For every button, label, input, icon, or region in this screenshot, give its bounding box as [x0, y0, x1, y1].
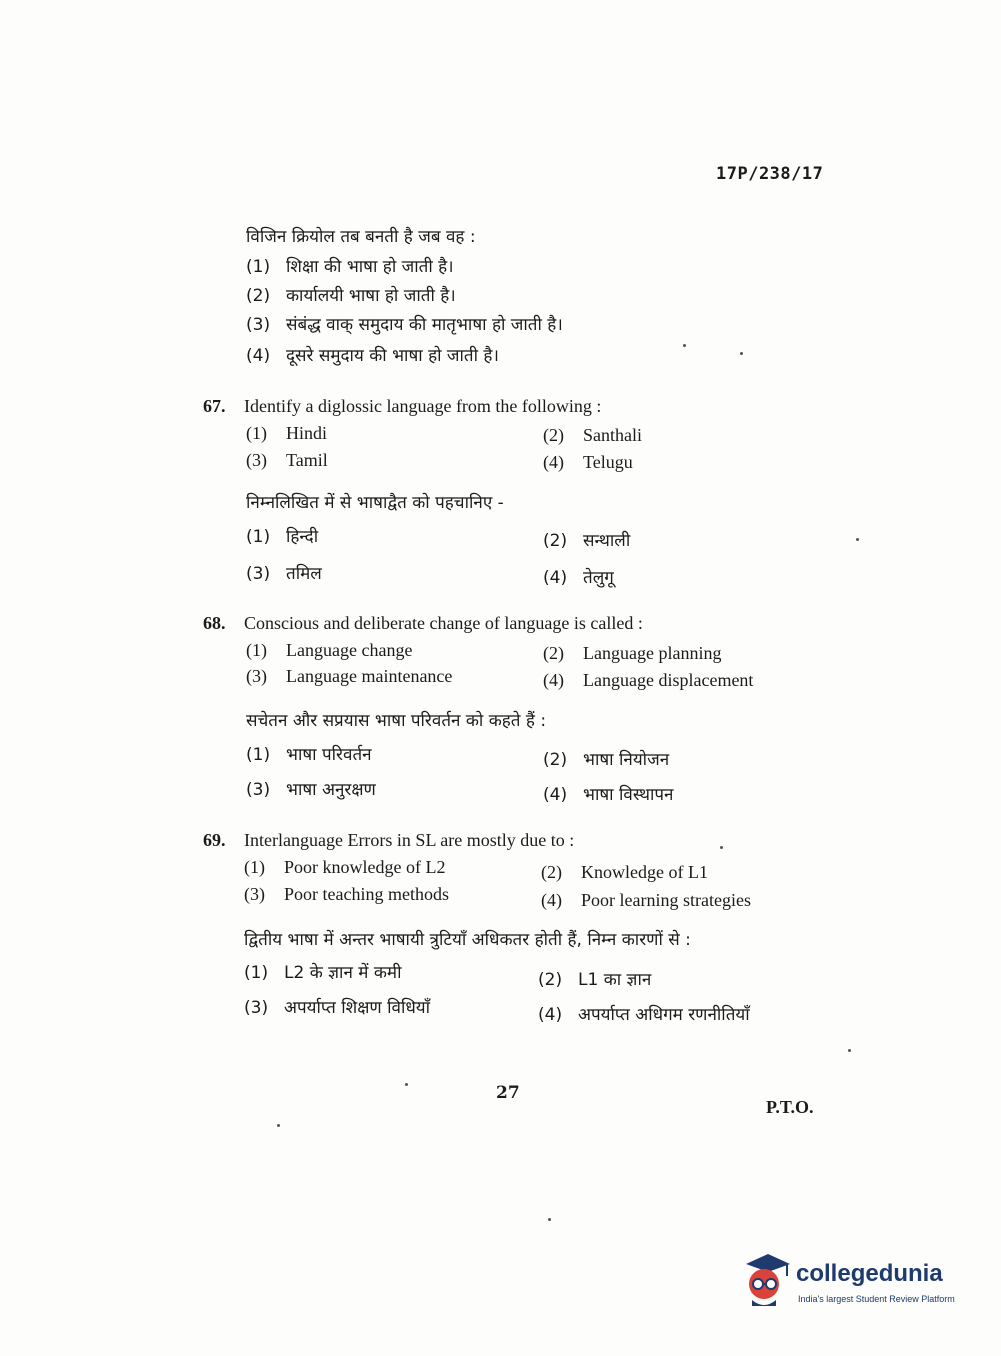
option-number: (2) [246, 286, 271, 306]
q69-hindi-option-2 [538, 967, 651, 990]
scan-speck [720, 846, 723, 849]
option-text: शिक्षा की भाषा हो जाती है। [286, 257, 454, 277]
option-number: (2) [538, 970, 563, 990]
q66-hindi-stem: विजिन क्रियोल तब बनती है जब वह : [246, 227, 476, 247]
pto-label: P.T.O. [766, 1097, 814, 1117]
option-text: Poor teaching methods [284, 884, 449, 904]
option-text: Poor knowledge of L2 [284, 857, 446, 877]
option-text: Knowledge of L1 [581, 862, 708, 882]
q68-option-3 [246, 666, 452, 687]
q68-hindi-option-2 [543, 747, 669, 770]
option-number: (2) [543, 425, 564, 445]
option-number: (2) [541, 862, 562, 882]
option-text: भाषा परिवर्तन [286, 745, 372, 765]
option-number: (3) [244, 998, 269, 1018]
scan-speck [856, 538, 859, 541]
q67-hindi-option-1 [246, 524, 318, 547]
q68-hindi-option-1 [246, 742, 372, 765]
q67-option-1 [246, 423, 327, 444]
option-text: Language planning [583, 643, 722, 663]
option-text: Tamil [286, 450, 328, 470]
option-number: (1) [246, 745, 271, 765]
q66-hindi-option-4 [246, 343, 499, 366]
question-number: 69. [203, 830, 226, 850]
option-text: Language maintenance [286, 666, 453, 686]
option-number: (1) [246, 527, 271, 547]
q69-hindi-option-3 [244, 995, 430, 1018]
option-text: तेलुगू [583, 568, 614, 588]
q69-option-1 [244, 857, 445, 878]
q66-hindi-option-2 [246, 283, 456, 306]
option-number: (2) [543, 531, 568, 551]
brand-tagline: India's largest Student Review Platform [798, 1294, 955, 1304]
q67-hindi-option-4 [543, 565, 614, 588]
option-text: भाषा नियोजन [583, 750, 670, 770]
question-number: 68. [203, 613, 226, 633]
q67-hindi-stem: निम्नलिखित में से भाषाद्वैत को पहचानिए - [246, 493, 504, 513]
option-text: Hindi [286, 423, 328, 443]
mascot-icon [738, 1250, 794, 1314]
option-text: अपर्याप्त शिक्षण विधियाँ [284, 998, 431, 1018]
option-text: Santhali [583, 425, 642, 445]
option-number: (4) [538, 1005, 563, 1025]
q67-option-4 [543, 452, 633, 473]
q66-hindi-option-3 [246, 312, 563, 335]
q67-hindi-option-3 [246, 561, 322, 584]
q67-stem-line [203, 396, 601, 417]
option-number: (1) [246, 640, 267, 660]
q68-hindi-option-4 [543, 782, 673, 805]
option-text: सन्थाली [583, 531, 631, 551]
option-number: (4) [246, 346, 271, 366]
q68-option-4 [543, 670, 753, 691]
option-number: (4) [543, 568, 568, 588]
option-text: संबंद्ध वाक् समुदाय की मातृभाषा हो जाती है। [286, 315, 563, 335]
option-number: (3) [246, 564, 271, 584]
page-number: 27 [496, 1083, 520, 1103]
option-text: भाषा अनुरक्षण [286, 780, 376, 800]
question-number: 67. [203, 396, 226, 416]
option-number: (3) [246, 450, 267, 470]
scan-speck [683, 344, 686, 347]
option-number: (2) [543, 643, 564, 663]
option-number: (4) [543, 785, 568, 805]
option-text: Poor learning strategies [581, 890, 751, 910]
option-number: (3) [246, 780, 271, 800]
scan-speck [548, 1218, 551, 1221]
q69-hindi-option-4 [538, 1002, 750, 1025]
q69-option-2 [541, 862, 708, 883]
q68-hindi-stem: सचेतन और सप्रयास भाषा परिवर्तन को कहते हैं : [246, 711, 547, 731]
option-text: तमिल [286, 564, 322, 584]
scan-speck [740, 352, 743, 355]
option-number: (4) [541, 890, 562, 910]
q69-option-4 [541, 890, 751, 911]
question-stem: Conscious and deliberate change of language is called : [244, 613, 643, 633]
option-number: (1) [244, 963, 269, 983]
q68-stem-line [203, 613, 643, 634]
question-stem: Interlanguage Errors in SL are mostly due to : [244, 830, 575, 850]
option-number: (2) [543, 750, 568, 770]
option-text: L1 का ज्ञान [578, 970, 652, 990]
q66-hindi-option-1 [246, 254, 454, 277]
q68-option-1 [246, 640, 412, 661]
option-text: दूसरे समुदाय की भाषा हो जाती है। [286, 346, 499, 366]
option-text: हिन्दी [286, 527, 319, 547]
option-number: (4) [543, 670, 564, 690]
q67-option-2 [543, 425, 642, 446]
q67-option-3 [246, 450, 328, 471]
option-text: Telugu [583, 452, 633, 472]
option-number: (3) [246, 315, 271, 335]
scan-speck [848, 1049, 851, 1052]
paper-code: 17P/238/17 [716, 164, 824, 184]
q69-option-3 [244, 884, 449, 905]
collegedunia-watermark [738, 1250, 970, 1320]
scan-speck [405, 1083, 408, 1086]
q69-hindi-option-1 [244, 960, 401, 983]
option-text: L2 के ज्ञान में कमी [284, 963, 402, 983]
option-number: (3) [244, 884, 265, 904]
question-stem: Identify a diglossic language from the following : [244, 396, 602, 416]
option-text: Language change [286, 640, 413, 660]
option-number: (3) [246, 666, 267, 686]
option-number: (1) [246, 423, 267, 443]
q69-hindi-stem: द्वितीय भाषा में अन्तर भाषायी त्रुटियाँ अधिकतर होती हैं, निम्न कारणों से : [244, 930, 691, 950]
q69-stem-line [203, 830, 574, 851]
q68-hindi-option-3 [246, 777, 376, 800]
option-number: (1) [244, 857, 265, 877]
option-text: भाषा विस्थापन [583, 785, 674, 805]
option-text: Language displacement [583, 670, 754, 690]
option-number: (4) [543, 452, 564, 472]
option-number: (1) [246, 257, 271, 277]
option-text: कार्यालयी भाषा हो जाती है। [286, 286, 456, 306]
scan-speck [277, 1124, 280, 1127]
q67-hindi-option-2 [543, 528, 630, 551]
q68-option-2 [543, 643, 721, 664]
brand-name: collegedunia [796, 1260, 943, 1287]
option-text: अपर्याप्त अधिगम रणनीतियाँ [578, 1005, 750, 1025]
